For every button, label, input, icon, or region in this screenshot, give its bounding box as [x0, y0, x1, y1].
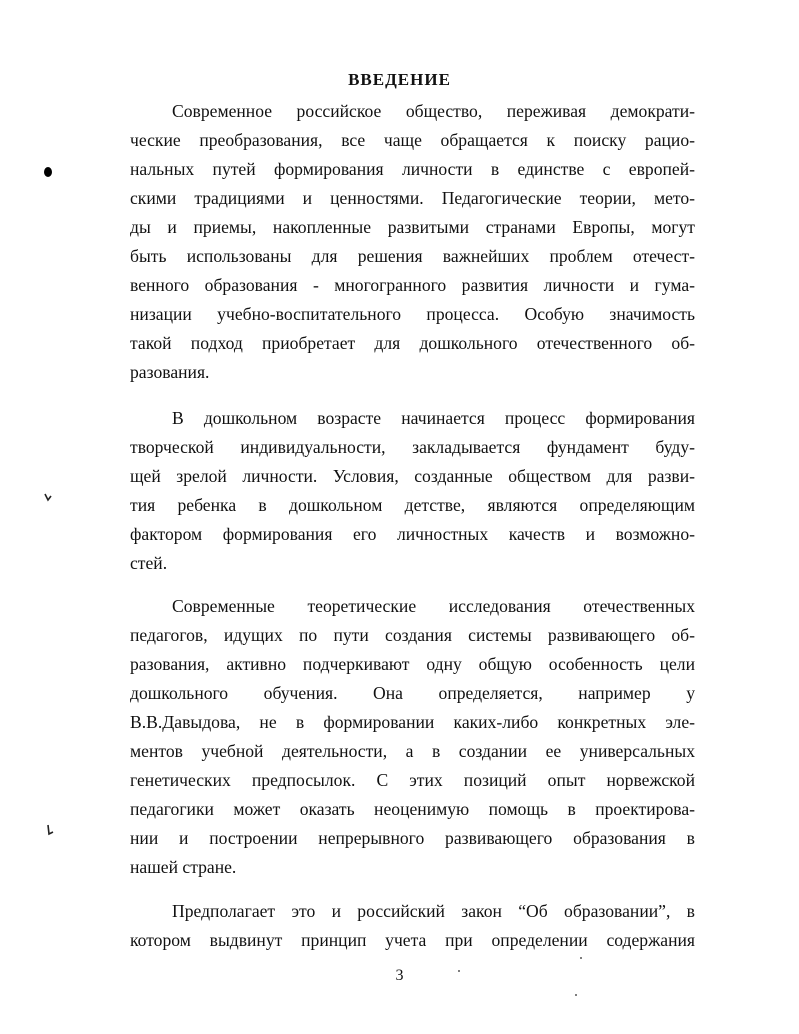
text-line: нальных путей формирования личности в единстве с европей-	[130, 159, 695, 179]
text-line: нии и построении непрерывного развивающего образования в	[130, 828, 695, 848]
text-line: генетических предпосылок. С этих позиций опыт норвежской	[130, 770, 695, 790]
scan-dot-mark	[44, 167, 52, 177]
text-line: котором выдвинут принцип учета при определении содержания	[130, 930, 695, 950]
text-line: низации учебно-воспитательного процесса. Особую значимость	[130, 304, 695, 324]
scan-tick-mark	[46, 824, 54, 836]
text-line: венного образования - многогранного развития личности и гума-	[130, 275, 695, 295]
scan-speck	[580, 957, 582, 959]
text-line: творческой индивидуальности, закладывается фундамент буду-	[130, 437, 695, 457]
scan-speck	[575, 994, 577, 996]
text-line: В дошкольном возрасте начинается процесс формирования	[172, 408, 695, 428]
text-line: педагогики может оказать неоценимую помощь в проектирова-	[130, 799, 695, 819]
text-line: щей зрелой личности. Условия, созданные обществом для разви-	[130, 466, 695, 486]
text-line: разования, активно подчеркивают одну общую особенность цели	[130, 654, 695, 674]
text-line: Предполагает это и российский закон “Об образовании”, в	[172, 901, 695, 921]
scan-speck	[458, 970, 460, 972]
text-line: ды и приемы, накопленные развитыми странами Европы, могут	[130, 217, 695, 237]
text-line: фактором формирования его личностных качеств и возможно-	[130, 524, 695, 544]
text-line: дошкольного обучения. Она определяется, например у	[130, 683, 695, 703]
text-line: скими традициями и ценностями. Педагогические теории, мето-	[130, 188, 695, 208]
text-line: Современное российское общество, переживая демократи-	[172, 101, 695, 121]
page-number: 3	[395, 967, 404, 984]
scan-tick-mark	[44, 493, 52, 503]
text-line: быть использованы для решения важнейших проблем отечест-	[130, 246, 695, 266]
text-line: разования.	[130, 362, 210, 382]
text-line: ментов учебной деятельности, а в создании ее универсальных	[130, 741, 695, 761]
text-line: такой подход приобретает для дошкольного отечественного об-	[130, 333, 695, 353]
text-line: ческие преобразования, все чаще обращается к поиску рацио-	[130, 130, 695, 150]
text-line: педагогов, идущих по пути создания системы развивающего об-	[130, 625, 695, 645]
text-line: нашей стране.	[130, 857, 237, 877]
text-line: В.В.Давыдова, не в формировании каких-либо конкретных эле-	[130, 712, 695, 732]
page-title: ВВЕДЕНИЕ	[348, 70, 451, 89]
text-line: тия ребенка в дошкольном детстве, являются определяющим	[130, 495, 695, 515]
text-line: Современные теоретические исследования отечественных	[172, 596, 695, 616]
text-line: стей.	[130, 553, 168, 573]
